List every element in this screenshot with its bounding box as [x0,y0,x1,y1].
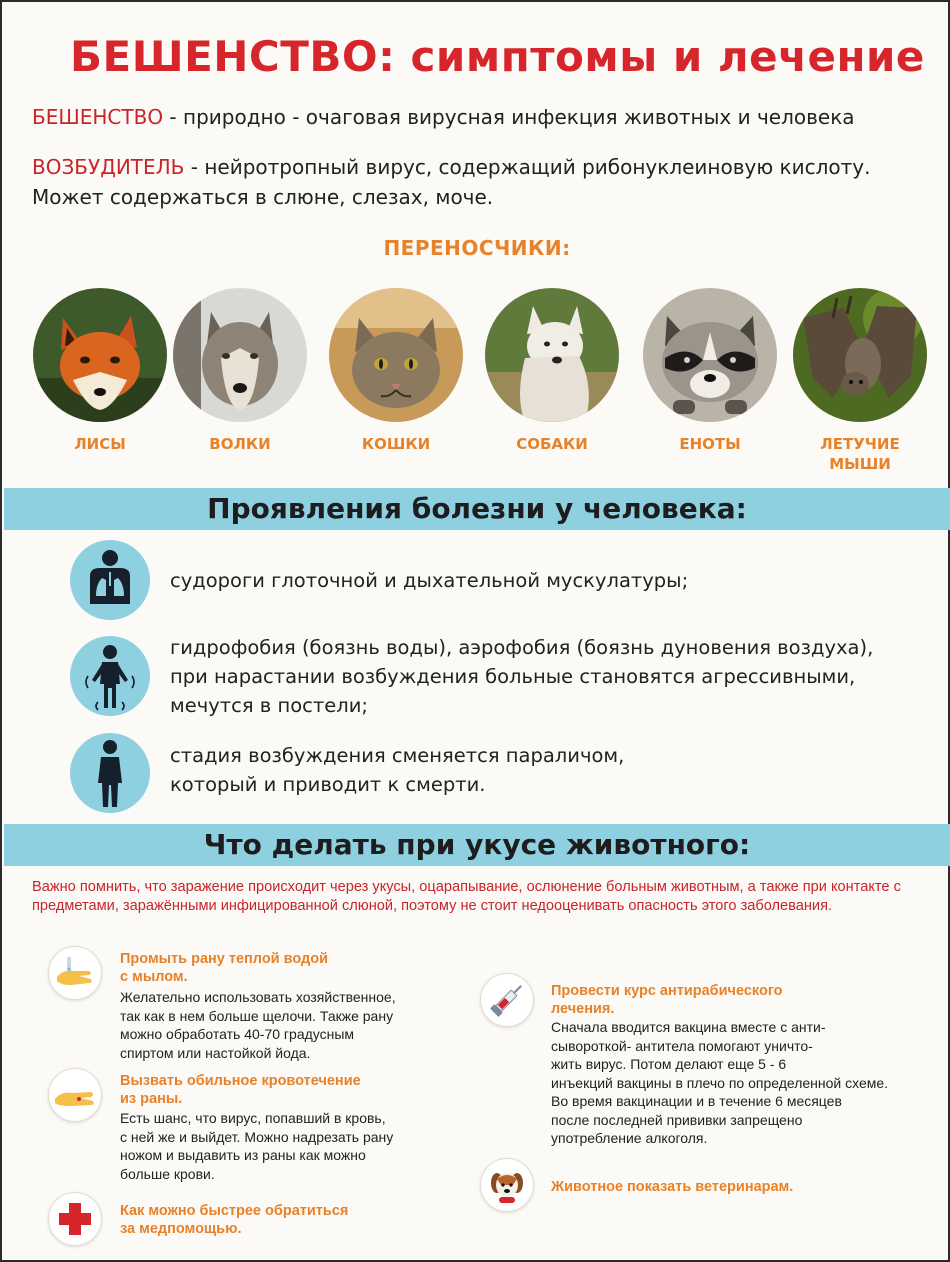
cat-photo [329,288,463,422]
step-1-text [120,988,396,1062]
rabies-definition [32,105,855,129]
dog-photo [485,288,619,422]
symptom-2-line-1: гидрофобия (боязнь воды), аэрофобия (боязнь дуновения воздуха), [170,636,874,659]
carrier-bat [790,288,930,478]
step-2-title [120,1072,361,1108]
standing-person-icon [70,733,150,813]
step-5-title [551,1178,793,1196]
step-2-text-line-3: ножом и выдавить из раны как можно [120,1147,366,1163]
carrier-raccoon [640,288,780,478]
poster-title: БЕШЕНСТВО: симптомы и лечение [70,32,925,81]
fox-label: ЛИСЫ [74,435,126,453]
wolf-photo [173,288,307,422]
cat-label: КОШКИ [361,435,431,453]
bat-label-line1: ЛЕТУЧИЕ [820,435,900,453]
step-2-text-line-2: с ней же и выйдет. Можно надрезать рану [120,1128,394,1145]
pathogen-text: - нейротропный вирус, содержащий рибонуклеиновую кислоту. [184,155,871,179]
lungs-icon [70,540,150,620]
symptom-3-line-2: который и приводит к смерти. [170,773,486,796]
step-2-title-line-2: из раны. [120,1091,183,1107]
bat-photo [793,288,927,422]
wolf-label: ВОЛКИ [209,435,271,453]
bat-label-line2: МЫШИ [829,455,891,473]
raccoon-photo [643,288,777,422]
carrier-wolf [170,288,310,478]
step-5-title-line-1: Животное показать ветеринарам. [551,1179,794,1195]
puppy-icon [480,1158,534,1212]
step-3-title [120,1202,348,1238]
step-4-text-line-6: после последней прививки запрещено [551,1111,803,1128]
step-4-text-line-5: Во время вакцинации и в течение 6 месяцев [551,1093,842,1109]
fox-photo [33,288,167,422]
symptom-2-line-3: мечутся в постели; [170,694,368,717]
carrier-dog [482,288,622,478]
step-2-text [120,1109,393,1183]
step-2-title-line-1: Вызвать обильное кровотечение [120,1073,361,1089]
step-4-text-line-1: Сначала вводится вакцина вместе с анти- [551,1019,826,1035]
raccoon-label: ЕНОТЫ [679,435,741,453]
step-4-text [551,1018,888,1148]
rabies-term: БЕШЕНСТВО [32,105,164,129]
step-4-text-line-3: жить вирус. Потом делают еще 5 - 6 [551,1056,787,1072]
bat-label [790,434,930,474]
step-1-text-line-3: можно обработать 40-70 градусным [120,1026,355,1042]
step-4-title [551,982,783,1018]
step-1-title-line-2: с мылом. [120,969,188,985]
carrier-fox [30,288,170,478]
symptoms-heading: Проявления болезни у человека: [4,488,950,530]
red-cross-icon [48,1192,102,1246]
pathogen-definition-line2: Может содержаться в слюне, слезах, моче. [32,185,494,209]
step-4-text-line-7: употребление алкоголя. [551,1130,708,1146]
hand-washing-icon [48,946,102,1000]
step-1-text-line-1: Желательно использовать хозяйственное, [120,989,396,1005]
pathogen-term: ВОЗБУДИТЕЛЬ [32,155,185,179]
trembling-person-icon [70,636,150,716]
step-4-text-line-2: сывороткой- антитела помогают уничто- [551,1037,813,1054]
symptom-3-line-1: стадия возбуждения сменяется параличом, [170,744,625,767]
step-3-title-line-2: за медпомощью. [120,1221,242,1237]
step-1-title-line-1: Промыть рану теплой водой [120,951,328,967]
rabies-text: - природно - очаговая вирусная инфекция животных и человека [163,105,855,129]
symptom-2-text [170,633,873,720]
dog-label: СОБАКИ [516,435,588,453]
actions-intro: Важно помнить, что заражение происходит через укусы, оцарапывание, ослюнение больным животным, а также при контакте с предметами, заражёнными инфицированной слюной, поэтому не стоит недооценивать опасность этого заболевания. [32,879,901,914]
step-4-title-line-2: лечения. [551,1001,615,1017]
symptom-3-text [170,741,624,799]
symptom-1-line-1: судороги глоточной и дыхательной мускулатуры; [170,569,689,592]
carrier-cat [326,288,466,478]
actions-heading: Что делать при укусе животного: [4,824,950,866]
step-2-text-line-4: больше крови. [120,1165,215,1182]
step-4-title-line-1: Провести курс антирабического [551,983,783,999]
carriers-title: ПЕРЕНОСЧИКИ: [383,236,571,260]
step-1-title [120,950,328,986]
step-1-text-line-4: спиртом или настойкой йода. [120,1044,311,1061]
hand-bleeding-icon [48,1068,102,1122]
step-4-text-line-4: инъекций вакцины в плечо по определенной схеме. [551,1074,889,1091]
step-1-text-line-2: так как в нем больше щелочи. Также рану [120,1007,394,1024]
symptom-2-line-2: при нарастании возбуждения больные становятся агрессивными, [170,665,856,688]
symptom-1-text [170,566,688,595]
step-3-title-line-1: Как можно быстрее обратиться [120,1203,349,1219]
syringe-icon [480,973,534,1027]
pathogen-definition [32,155,871,179]
step-2-text-line-1: Есть шанс, что вирус, попавший в кровь, [120,1110,386,1126]
